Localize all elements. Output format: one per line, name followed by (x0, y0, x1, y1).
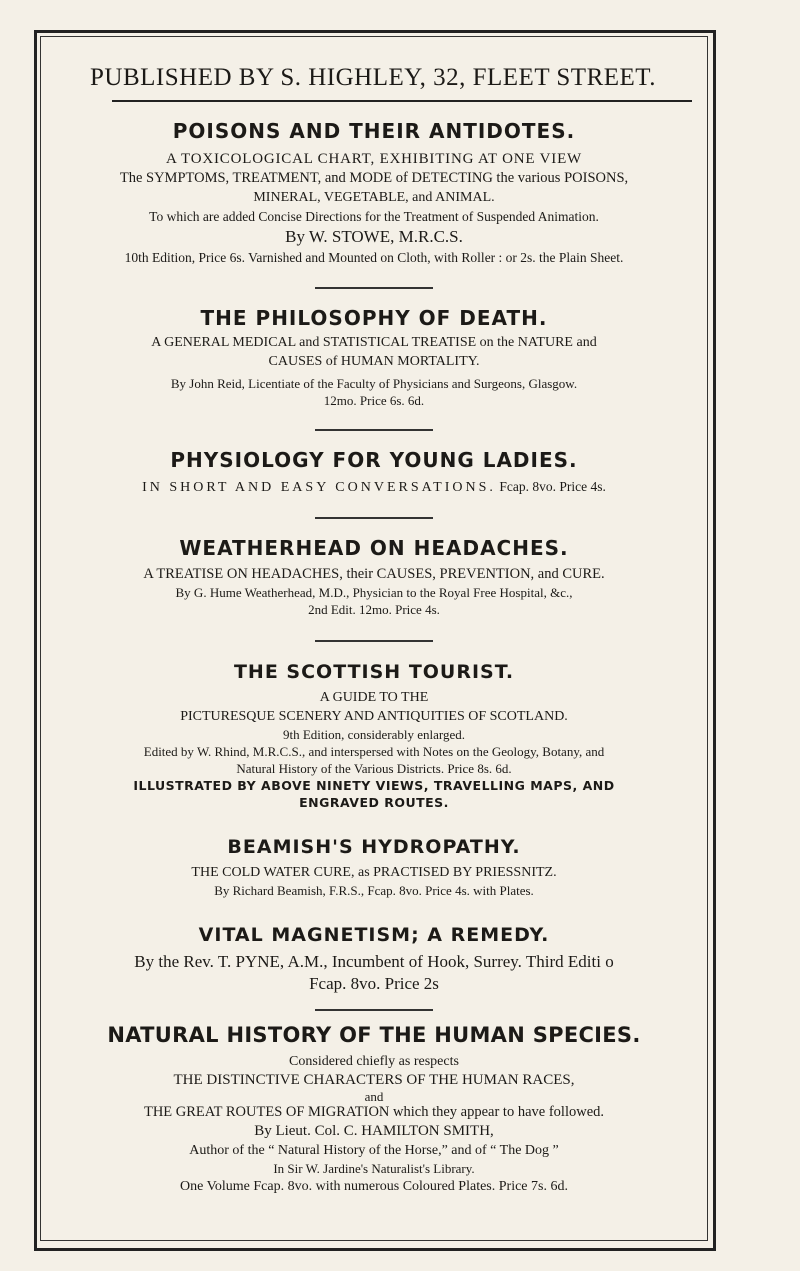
listing-line: A TOXICOLOGICAL CHART, EXHIBITING AT ONE VIEW (165, 151, 583, 167)
listing-line: THE COLD WATER CURE, as PRACTISED BY PRIESSNITZ. (191, 864, 557, 880)
listing-title: POISONS AND THEIR ANTIDOTES. (172, 119, 576, 143)
listing-line: ENGRAVED ROUTES. (299, 794, 449, 810)
listing-line: MINERAL, VEGETABLE, and ANIMAL. (253, 190, 495, 205)
listing-line: Edited by W. Rhind, M.R.C.S., and interspersed with Notes on the Geology, Botany, and (143, 743, 605, 759)
listing-line: IN SHORT AND EASY CONVERSATIONS. (142, 480, 496, 495)
listing-line: By John Reid, Licentiate of the Faculty of Physicians and Surgeons, Glasgow. (170, 376, 578, 391)
listing-philosophy-of-death (46, 307, 702, 409)
listing-line: CAUSES of HUMAN MORTALITY. (268, 354, 480, 369)
publisher-line: PUBLISHED BY S. HIGHLEY, 32, FLEET STREET. (90, 64, 656, 91)
listing-line: To which are added Concise Directions for the Treatment of Suspended Animation. (149, 209, 599, 224)
listing-line: ILLUSTRATED BY ABOVE NINETY VIEWS, TRAVELLING MAPS, AND (133, 777, 615, 793)
listing-line: By Richard Beamish, F.R.S., Fcap. 8vo. Price 4s. with Plates. (214, 882, 534, 898)
listing-title: THE SCOTTISH TOURIST. (233, 661, 515, 683)
listing-line: Considered chiefly as respects (289, 1053, 459, 1069)
listing-line: Natural History of the Various Districts. Price 8s. 6d. (236, 760, 512, 776)
listing-line: By the Rev. T. PYNE, A.M., Incumbent of Hook, Surrey. Third Editi o (134, 951, 614, 971)
listing-line: By G. Hume Weatherhead, M.D., Physician to the Royal Free Hospital, &c., (175, 585, 573, 600)
listing-line: 12mo. Price 6s. 6d. (323, 393, 425, 408)
listing-line: 9th Edition, considerably enlarged. (282, 726, 466, 742)
listing-title: WEATHERHEAD ON HEADACHES. (179, 536, 569, 560)
listing-title: VITAL MAGNETISM; A REMEDY. (198, 923, 550, 946)
listing-line: A GUIDE TO THE (319, 689, 429, 705)
listing-title: PHYSIOLOGY FOR YOUNG LADIES. (170, 448, 578, 472)
listing-line: A TREATISE ON HEADACHES, their CAUSES, PREVENTION, and CURE. (143, 566, 605, 582)
listings (46, 114, 702, 1196)
listing-line: 10th Edition, Price 6s. Varnished and Mounted on Cloth, with Roller : or 2s. the Plain Sheet. (124, 250, 624, 265)
listing-author: By W. STOWE, M.R.C.S. (285, 227, 463, 246)
section-divider (315, 1009, 433, 1011)
section-divider (315, 429, 433, 431)
listing-line: The SYMPTOMS, TREATMENT, and MODE of DETECTING the various POISONS, (119, 170, 629, 186)
listing-line: and (364, 1088, 384, 1104)
listing-beamish-hydropathy (46, 837, 702, 899)
section-divider (315, 517, 433, 519)
listing-title: NATURAL HISTORY OF THE HUMAN SPECIES. (107, 1022, 641, 1047)
listing-line: One Volume Fcap. 8vo. with numerous Coloured Plates. Price 7s. 6d. (180, 1178, 568, 1194)
listing-line: Fcap. 8vo. Price 4s. (499, 479, 606, 494)
listing-line: By Lieut. Col. C. HAMILTON SMITH, (254, 1122, 494, 1139)
listing-scottish-tourist (46, 662, 702, 811)
listing-line: PICTURESQUE SCENERY AND ANTIQUITIES OF SCOTLAND. (180, 708, 568, 724)
listing-line: THE GREAT ROUTES OF MIGRATION which they appear to have followed. (143, 1103, 605, 1120)
listing-line: A GENERAL MEDICAL and STATISTICAL TREATISE on the NATURE and (151, 335, 597, 350)
listing-title: THE PHILOSOPHY OF DEATH. (200, 306, 548, 330)
listing-weatherhead-on-headaches (46, 537, 702, 618)
section-divider (315, 287, 433, 289)
listing-line: In Sir W. Jardine's Naturalist's Library. (273, 1160, 475, 1176)
listing-physiology-for-young-ladies (46, 449, 702, 497)
listing-vital-magnetism (46, 925, 702, 995)
listing-line: 2nd Edit. 12mo. Price 4s. (308, 602, 440, 617)
listing-line: Author of the “ Natural History of the Horse,” and of “ The Dog ” (189, 1142, 559, 1158)
publisher-rule (112, 100, 692, 102)
listing-line: THE DISTINCTIVE CHARACTERS OF THE HUMAN RACES, (173, 1071, 575, 1088)
listing-poisons (46, 120, 702, 267)
listing-natural-history-of-human-species (46, 1023, 702, 1196)
listing-line: Fcap. 8vo. Price 2s (309, 973, 439, 993)
listing-title: BEAMISH'S HYDROPATHY. (227, 835, 521, 858)
section-divider (315, 640, 433, 642)
